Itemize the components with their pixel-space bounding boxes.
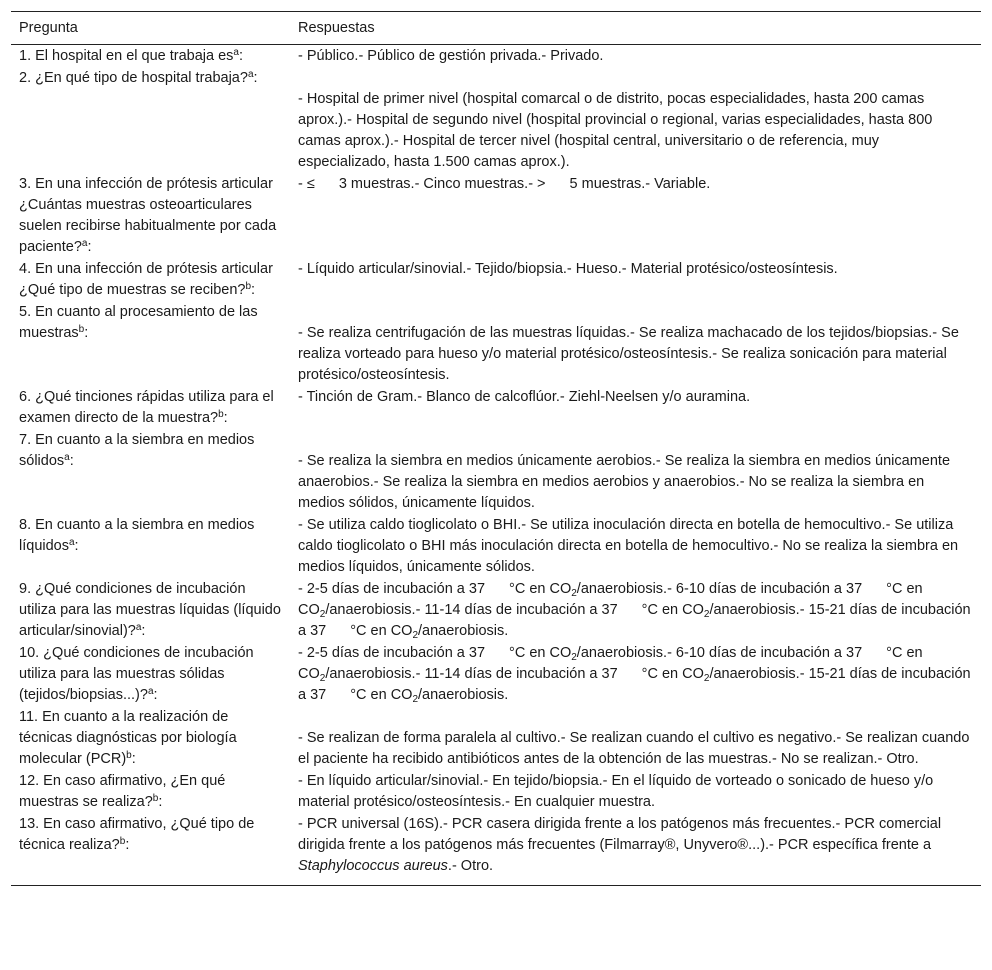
- incubation-text: /anaerobiosis.- 11-14 días de incubación a 37: [325, 602, 618, 618]
- table-row: [11, 67, 981, 173]
- column-header-respuestas: Respuestas: [290, 12, 981, 45]
- column-header-pregunta: Pregunta: [11, 12, 290, 45]
- table-container: [11, 11, 981, 886]
- subscript: 2: [571, 588, 577, 599]
- question-colon: :: [131, 751, 136, 767]
- incubation-text: /anaerobiosis.- 6-10 días de incubación a 37: [576, 645, 863, 661]
- incubation-text: /anaerobiosis.- 15-21 días de incubación a 37: [298, 666, 971, 703]
- question-text: 3. En una infección de prótesis articular ¿Cuántas muestras osteoarticulares suelen recibirse habitualmente por cada paciente?: [19, 176, 277, 255]
- question-cell: [11, 173, 290, 258]
- table-row: [11, 45, 981, 68]
- incubation-text: /anaerobiosis.: [418, 623, 509, 639]
- answer-text: - En líquido articular/sinovial.- En tejido/biopsia.- En el líquido de vorteado o sonicado de hueso y/o material protésico/osteosíntesis.- En cualquier muestra.: [298, 773, 934, 810]
- answer-text: - Hospital de primer nivel (hospital comarcal o de distrito, pocas especialidades, hasta 200 camas aprox.).- Hospital de segundo nivel (hospital provincial o regional, varias especialidades, hasta 800 camas aprox.).- Hospital de tercer nivel (hospital central, universitario o de referencia, muy especializado, hasta 1.500 camas aprox.).: [298, 91, 933, 170]
- question-colon: :: [238, 48, 244, 64]
- answer-text: - Se realizan de forma paralela al cultivo.- Se realizan cuando el cultivo es negativo.- Se realizan cuando el paciente ha recibido antibióticos antes de la obtención de las muestras.- No se realizan.- Otro.: [298, 730, 970, 767]
- incubation-text: °C en CO: [298, 581, 923, 618]
- answer-text: - ≤: [298, 176, 315, 192]
- answer-text: 3 muestras.- Cinco muestras.- >: [338, 176, 546, 192]
- incubation-text: °C en CO: [641, 666, 704, 682]
- answer-text: 5 muestras.- Variable.: [569, 176, 711, 192]
- subscript: 2: [703, 673, 710, 684]
- question-text: 8. En cuanto a la siembra en medios líquidos: [19, 517, 255, 554]
- species-name: Staphylococcus aureus: [298, 858, 448, 874]
- question-colon: :: [84, 325, 89, 341]
- footnote-mark: a: [64, 452, 70, 463]
- answer-text: - Público.- Público de gestión privada.- Privado.: [298, 48, 604, 64]
- answer-cell: [290, 301, 981, 386]
- question-colon: :: [69, 453, 74, 469]
- answer-text: - Se realiza la siembra en medios únicamente aerobios.- Se realiza la siembra en medios únicamente anaerobios.- Se realiza la siembra en medios aerobios y anaerobios.- No se realiza la siembra en medios sólidos, únicamente líquidos.: [298, 453, 951, 511]
- question-text: 10. ¿Qué condiciones de incubación utiliza para las muestras sólidas (tejidos/biopsias...)?: [19, 645, 254, 703]
- footnote-mark: b: [78, 324, 85, 335]
- footnote-mark: b: [245, 281, 252, 292]
- question-cell: [11, 514, 290, 578]
- incubation-text: - 2-5 días de incubación a 37: [298, 645, 486, 661]
- question-cell: [11, 67, 290, 173]
- answer-cell: [290, 813, 981, 886]
- subscript: 2: [703, 609, 710, 620]
- question-colon: :: [125, 837, 130, 853]
- footnote-mark: a: [147, 686, 154, 697]
- subscript: 2: [319, 609, 326, 620]
- answer-text: - Se utiliza caldo tioglicolato o BHI.- Se utiliza inoculación directa en botella de hemocultivo.- Se utiliza caldo tioglicolato o BHI más inoculación directa en botella de hemocultivo.- No se realiza la siembra en medios líquidos, únicamente sólidos.: [298, 517, 959, 575]
- question-cell: [11, 770, 290, 813]
- table-row: [11, 173, 981, 258]
- incubation-text: °C en CO: [350, 623, 413, 639]
- answer-cell: [290, 45, 981, 68]
- question-colon: :: [153, 687, 158, 703]
- question-colon: :: [158, 794, 163, 810]
- question-text: 12. En caso afirmativo, ¿En qué muestras se realiza?: [19, 773, 226, 810]
- incubation-text: /anaerobiosis.: [418, 687, 509, 703]
- footnote-mark: a: [233, 47, 239, 58]
- question-cell: [11, 642, 290, 706]
- incubation-text: °C en CO: [509, 645, 572, 661]
- question-colon: :: [253, 70, 258, 86]
- table-header-row: [11, 12, 981, 45]
- incubation-text: °C en CO: [509, 581, 572, 597]
- footnote-mark: a: [247, 69, 254, 80]
- answer-text: .- Otro.: [447, 858, 494, 874]
- survey-table: [11, 11, 981, 886]
- table-row: [11, 514, 981, 578]
- table-row: [11, 642, 981, 706]
- incubation-text: °C en CO: [350, 687, 413, 703]
- question-text: 1. El hospital en el que trabaja es: [19, 48, 234, 64]
- incubation-text: /anaerobiosis.- 15-21 días de incubación a 37: [298, 602, 971, 639]
- table-row: [11, 429, 981, 514]
- subscript: 2: [412, 630, 419, 641]
- incubation-text: - 2-5 días de incubación a 37: [298, 581, 486, 597]
- subscript: 2: [319, 673, 326, 684]
- answer-text: - PCR universal (16S).- PCR casera dirigida frente a los patógenos más frecuentes.- PCR comercial dirigida frente a los patógenos más frecuentes (Filmarray®, Unyvero®...).- PCR específica frente a: [298, 816, 942, 853]
- question-colon: :: [74, 538, 79, 554]
- question-text: 5. En cuanto al procesamiento de las muestras: [19, 304, 258, 341]
- question-colon: :: [251, 282, 256, 298]
- question-cell: [11, 429, 290, 514]
- footnote-mark: a: [68, 537, 75, 548]
- answer-text: - Tinción de Gram.- Blanco de calcoflúor.- Ziehl-Neelsen y/o auramina.: [298, 389, 751, 405]
- table-row: [11, 578, 981, 642]
- subscript: 2: [412, 694, 419, 705]
- footnote-mark: b: [152, 793, 159, 804]
- question-colon: :: [223, 410, 228, 426]
- question-text: 7. En cuanto a la siembra en medios sólidos: [19, 432, 255, 469]
- answer-cell: [290, 642, 981, 706]
- question-text: 11. En cuanto a la realización de técnicas diagnósticas por biología molecular (PCR): [19, 709, 237, 767]
- answer-cell: [290, 770, 981, 813]
- answer-cell: [290, 429, 981, 514]
- table-row: [11, 301, 981, 386]
- question-cell: [11, 301, 290, 386]
- incubation-text: °C en CO: [641, 602, 704, 618]
- subscript: 2: [571, 652, 577, 663]
- footnote-mark: b: [126, 750, 132, 761]
- answer-cell: [290, 173, 981, 258]
- table-row: [11, 706, 981, 770]
- question-cell: [11, 386, 290, 429]
- footnote-mark: b: [119, 836, 126, 847]
- incubation-text: /anaerobiosis.- 6-10 días de incubación a 37: [576, 581, 863, 597]
- table-row: [11, 770, 981, 813]
- question-cell: [11, 258, 290, 301]
- question-text: 4. En una infección de prótesis articular ¿Qué tipo de muestras se reciben?: [19, 261, 273, 298]
- incubation-text: °C en CO: [298, 645, 923, 682]
- footnote-mark: a: [81, 238, 88, 249]
- question-cell: [11, 45, 290, 68]
- answer-text: - Se realiza centrifugación de las muestras líquidas.- Se realiza machacado de los tejidos/biopsias.- Se realiza vorteado para hueso y/o material protésico/osteosíntesis.- Se realiza sonicación para material protésico/osteosíntesis.: [298, 325, 959, 383]
- table-row: [11, 386, 981, 429]
- incubation-text: /anaerobiosis.- 11-14 días de incubación a 37: [325, 666, 618, 682]
- answer-cell: [290, 706, 981, 770]
- question-colon: :: [141, 623, 146, 639]
- question-cell: [11, 813, 290, 886]
- answer-cell: [290, 578, 981, 642]
- answer-text: - Líquido articular/sinovial.- Tejido/biopsia.- Hueso.- Material protésico/osteosíntesis.: [298, 261, 838, 277]
- question-text: 6. ¿Qué tinciones rápidas utiliza para el examen directo de la muestra?: [19, 389, 274, 426]
- question-cell: [11, 706, 290, 770]
- table-row: [11, 813, 981, 886]
- answer-cell: [290, 67, 981, 173]
- answer-cell: [290, 258, 981, 301]
- answer-cell: [290, 514, 981, 578]
- question-colon: :: [87, 239, 92, 255]
- footnote-mark: a: [135, 622, 142, 633]
- answer-cell: [290, 386, 981, 429]
- question-cell: [11, 578, 290, 642]
- footnote-mark: b: [218, 409, 224, 420]
- table-row: [11, 258, 981, 301]
- question-text: 2. ¿En qué tipo de hospital trabaja?: [19, 70, 248, 86]
- question-text: 9. ¿Qué condiciones de incubación utiliza para las muestras líquidas (líquido articular/sinovial)?: [19, 581, 281, 639]
- question-text: 13. En caso afirmativo, ¿Qué tipo de técnica realiza?: [19, 816, 255, 853]
